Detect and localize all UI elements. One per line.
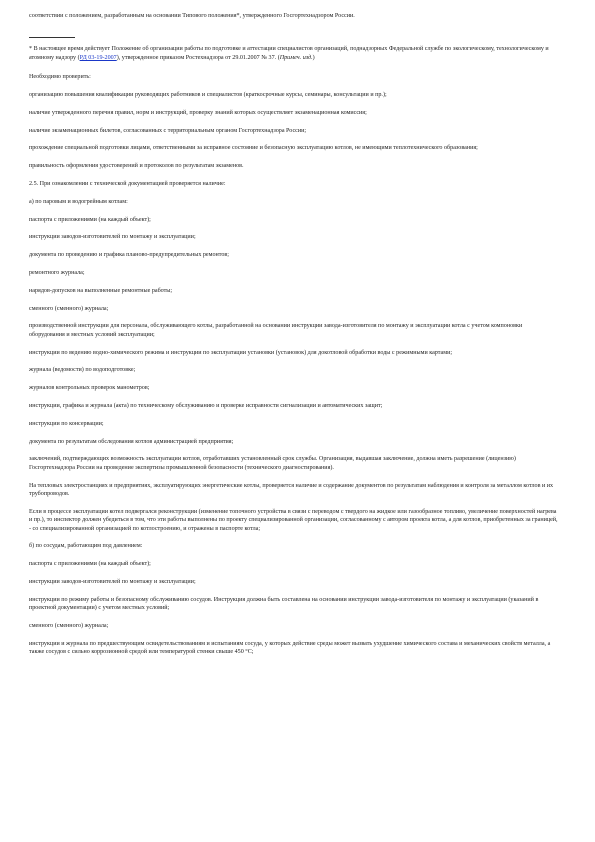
paragraph: журналов контрольных проверок манометров; bbox=[29, 385, 150, 392]
paragraph: организацию повышения квалификации руководящих работников и специалистов (краткосрочные курсы, семинары, консультации и пр.); bbox=[29, 92, 387, 99]
paragraph: документа по результатам обследования котлов администрацией предприятия; bbox=[29, 438, 234, 445]
paragraph: правильность оформления удостоверений и протоколов по результатам экзаменов. bbox=[29, 163, 244, 170]
footnote-text-2: ), утвержденное приказом Ростехнадзора от 29.01.2007 № 37. ( bbox=[116, 54, 280, 61]
paragraph: паспорта с приложениями (на каждый объект); bbox=[29, 561, 151, 568]
paragraph: документа по проведению и графика планово-предупредительных ремонтов; bbox=[29, 252, 230, 259]
paragraph: заключений, подтверждающих возможность эксплуатации котлов, отработавших установленный срок службы. Организация, выдавшая заключение, должна иметь разрешение (лицензию) Госгортехнадзора России на проведение экспертизы промышленной безопасности (технического диагностирования). bbox=[29, 456, 516, 471]
footnote bbox=[29, 45, 559, 62]
paragraph: инструкции по консервации; bbox=[29, 420, 104, 427]
paragraph: сменного (сменного) журнала; bbox=[29, 622, 109, 629]
document-body bbox=[29, 73, 559, 656]
paragraph: 2.5. При ознакомлении с технической документацией проверяется наличие: bbox=[29, 181, 226, 187]
paragraph: инструкции по ведению водно-химического режима и инструкции по эксплуатации установки (установок) для докотловой обработки воды с режимными картами; bbox=[29, 349, 453, 356]
paragraph: инструкции заводов-изготовителей по монтажу и эксплуатации; bbox=[29, 578, 196, 585]
paragraph: нарядов-допусков на выполненные ремонтные работы; bbox=[29, 287, 173, 294]
paragraph: Необходимо проверить: bbox=[29, 74, 91, 81]
footnote-divider bbox=[29, 37, 75, 38]
paragraph: наличие экзаменационных билетов, согласованных с территориальным органом Госгортехнадзора России; bbox=[29, 127, 307, 134]
top-line: соответствии с положением, разработанным на основании Типового положения*, утвержденного Госгортехнадзором России. bbox=[29, 13, 355, 19]
paragraph: инструкции заводов-изготовителей по монтажу и эксплуатации; bbox=[29, 234, 196, 241]
paragraph: производственной инструкции для персонала, обслуживающего котлы, разработанной на основании инструкции завода-изготовителя по монтажу и эксплуатации котла с учетом компоновки оборудования и местных условий эксплуатации; bbox=[29, 323, 523, 338]
paragraph: журнала (ведомости) по водоподготовке; bbox=[29, 367, 136, 374]
paragraph: паспорта с приложениями (на каждый объект); bbox=[29, 216, 151, 223]
paragraph: На тепловых электростанциях и предприятиях, эксплуатирующих энергетические котлы, проверяется наличие и содержание документов по результатам наблюдения и контроля за металлом котлов и их трубопроводов. bbox=[29, 482, 554, 497]
paragraph: инструкции по режиму работы и безопасному обслуживанию сосудов. Инструкция должна быть составлена на основании инструкции завода-изготовителя по монтажу и эксплуатации (указаний в проектной документации) с учетом местных условий; bbox=[29, 596, 539, 612]
paragraph: инструкции и журнала по предшествующим освидетельствованиям и испытаниям сосуда, у которых действие среды может вызвать ухудшение химического состава и механических свойств металла, а также сосудов с сильно коррозионной средой или температурой стенки свыше 450 °С; bbox=[29, 640, 551, 656]
paragraph: прохождение специальной подготовки лицами, ответственными за исправное состояние и безопасную эксплуатацию котлов, не имеющими теплотехнического образования; bbox=[29, 145, 478, 152]
paragraph: б) по сосудам, работающим под давлением: bbox=[29, 543, 143, 550]
paragraph: инструкции, графика и журнала (акта) по техническому обслуживанию и проверке исправности сигнализации и автоматических защит; bbox=[29, 402, 383, 409]
footnote-link[interactable]: РД 03-19-2007 bbox=[79, 54, 117, 61]
footnote-text: * В настоящее время действует Положение об организации работы по подготовке и аттестации специалистов организаций, поднадзорных Федеральной службе по экологическому, технологическому и атомному надзору ( bbox=[29, 46, 549, 61]
paragraph: сменного (сменного) журнала; bbox=[29, 305, 109, 312]
paragraph: ремонтного журнала; bbox=[29, 269, 85, 276]
paragraph: наличие утвержденного перечня правил, норм и инструкций, проверку знаний которых осуществляет экзаменационная комиссия; bbox=[29, 109, 367, 116]
paragraph: Если в процессе эксплуатации котел подвергался реконструкции (изменение топочного устройства в связи с переводом с твердого на жидкое или газообразное топливо, увеличение поверхностей нагрева и пр.), то инспектор должен убедиться в том, что эти работы выполнены по проекту специализированной организации, согласованному с автором проекта котла, а для котлов, приобретенных за границей, - со специализированной организацией по котлостроению, и отражены в паспорте котла; bbox=[29, 508, 558, 532]
footnote-end: ) bbox=[312, 54, 315, 61]
footnote-note: Примеч. изд. bbox=[279, 54, 313, 61]
paragraph: а) по паровым и водогрейным котлам: bbox=[29, 198, 128, 205]
